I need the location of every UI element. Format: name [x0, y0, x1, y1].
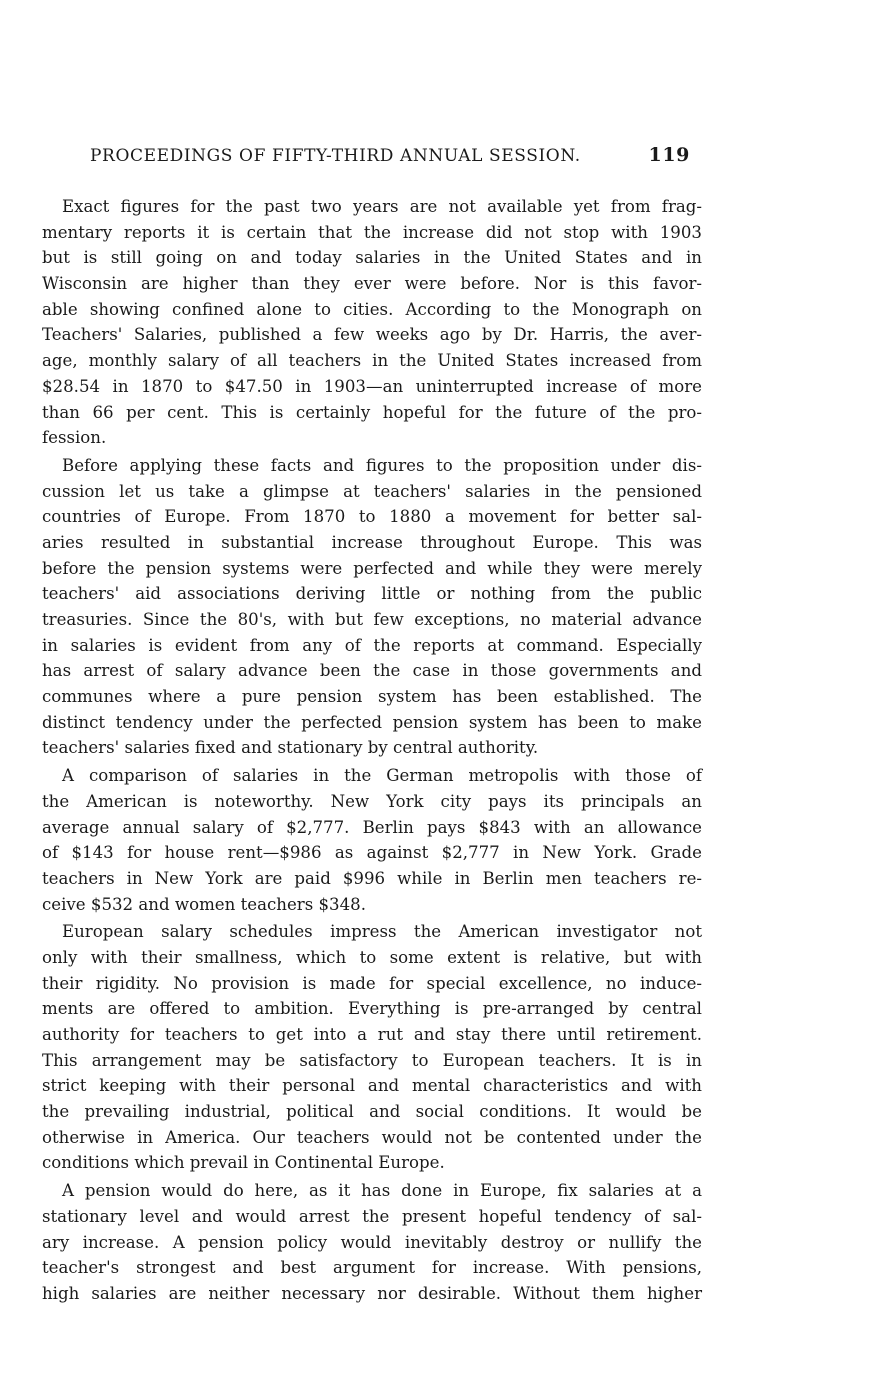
text-line: Before applying these facts and figures to the proposition under dis-	[62, 455, 702, 475]
text-line: Teachers' Salaries, published a few weeks ago by Dr. Harris, the aver-	[42, 325, 702, 345]
text-line: European salary schedules impress the American investigator not	[62, 922, 702, 942]
text-line: stationary level and would arrest the present hopeful tendency of sal-	[42, 1206, 702, 1226]
text-line: A pension would do here, as it has done in Europe, fix salaries at a	[62, 1181, 702, 1201]
running-head	[90, 144, 690, 170]
text-line: the American is noteworthy. New York city pays its principals an	[42, 791, 702, 811]
text-line: conditions which prevail in Continental Europe.	[42, 1153, 445, 1173]
text-line: their rigidity. No provision is made for special excellence, no induce-	[42, 973, 702, 993]
paragraph	[42, 1178, 702, 1306]
text-line: the prevailing industrial, political and social conditions. It would be	[42, 1102, 702, 1122]
text-line: strict keeping with their personal and mental characteristics and with	[42, 1076, 702, 1096]
text-line: treasuries. Since the 80's, with but few exceptions, no material advance	[42, 610, 702, 629]
text-line: cussion let us take a glimpse at teachers' salaries in the pensioned	[42, 481, 702, 501]
paragraph	[42, 194, 702, 451]
text-line: mentary reports it is certain that the increase did not stop with 1903	[42, 222, 702, 242]
body-text	[42, 194, 702, 1309]
text-line: communes where a pure pension system has been established. The	[42, 687, 702, 707]
text-line: Exact figures for the past two years are not available yet from frag-	[62, 197, 702, 216]
paragraph	[42, 919, 702, 1176]
text-line: Wisconsin are higher than they ever were before. Nor is this favor-	[42, 274, 702, 294]
text-line: teacher's strongest and best argument for increase. With pensions,	[42, 1258, 702, 1278]
text-line: authority for teachers to get into a rut and stay there until retirement.	[42, 1025, 702, 1044]
text-line: teachers' aid associations deriving little or nothing from the public	[42, 584, 702, 604]
text-line: otherwise in America. Our teachers would not be contented under the	[42, 1127, 702, 1147]
text-line: aries resulted in substantial increase throughout Europe. This was	[42, 532, 702, 552]
text-line: but is still going on and today salaries in the United States and in	[42, 248, 702, 268]
text-line: ary increase. A pension policy would inevitably destroy or nullify the	[42, 1232, 702, 1252]
text-line: teachers in New York are paid $996 while in Berlin men teachers re-	[42, 868, 702, 888]
text-line: before the pension systems were perfected and while they were merely	[42, 558, 702, 578]
text-line: of $143 for house rent—$986 as against $2,777 in New York. Grade	[42, 843, 702, 863]
text-line: age, monthly salary of all teachers in the United States increased from	[42, 351, 702, 371]
text-line: A comparison of salaries in the German metropolis with those of	[62, 766, 702, 786]
text-line: This arrangement may be satisfactory to European teachers. It is in	[42, 1050, 702, 1070]
text-line: $28.54 in 1870 to $47.50 in 1903—an uninterrupted increase of more	[42, 376, 702, 396]
text-line: distinct tendency under the perfected pension system has been to make	[42, 712, 702, 732]
text-line: able showing confined alone to cities. According to the Monograph on	[42, 299, 702, 319]
paragraph	[42, 453, 702, 761]
text-line: high salaries are neither necessary nor desirable. Without them higher	[42, 1283, 702, 1303]
text-line: in salaries is evident from any of the reports at command. Especially	[42, 635, 702, 655]
text-line: ceive $532 and women teachers $348.	[42, 894, 366, 914]
text-line: average annual salary of $2,777. Berlin pays $843 with an allowance	[42, 817, 702, 837]
running-head-title: PROCEEDINGS OF FIFTY-THIRD ANNUAL SESSION.	[90, 146, 581, 166]
text-line: ments are offered to ambition. Everything is pre-arranged by central	[42, 999, 702, 1019]
paragraph	[42, 763, 702, 917]
text-line: fession.	[42, 428, 107, 448]
text-line: countries of Europe. From 1870 to 1880 a movement for better sal-	[42, 507, 702, 527]
page-number: 119	[648, 144, 690, 166]
text-line: has arrest of salary advance been the case in those governments and	[42, 661, 702, 681]
text-line: only with their smallness, which to some extent is relative, but with	[42, 947, 702, 967]
text-line: teachers' salaries fixed and stationary by central authority.	[42, 738, 539, 758]
text-line: than 66 per cent. This is certainly hopeful for the future of the pro-	[42, 402, 702, 422]
